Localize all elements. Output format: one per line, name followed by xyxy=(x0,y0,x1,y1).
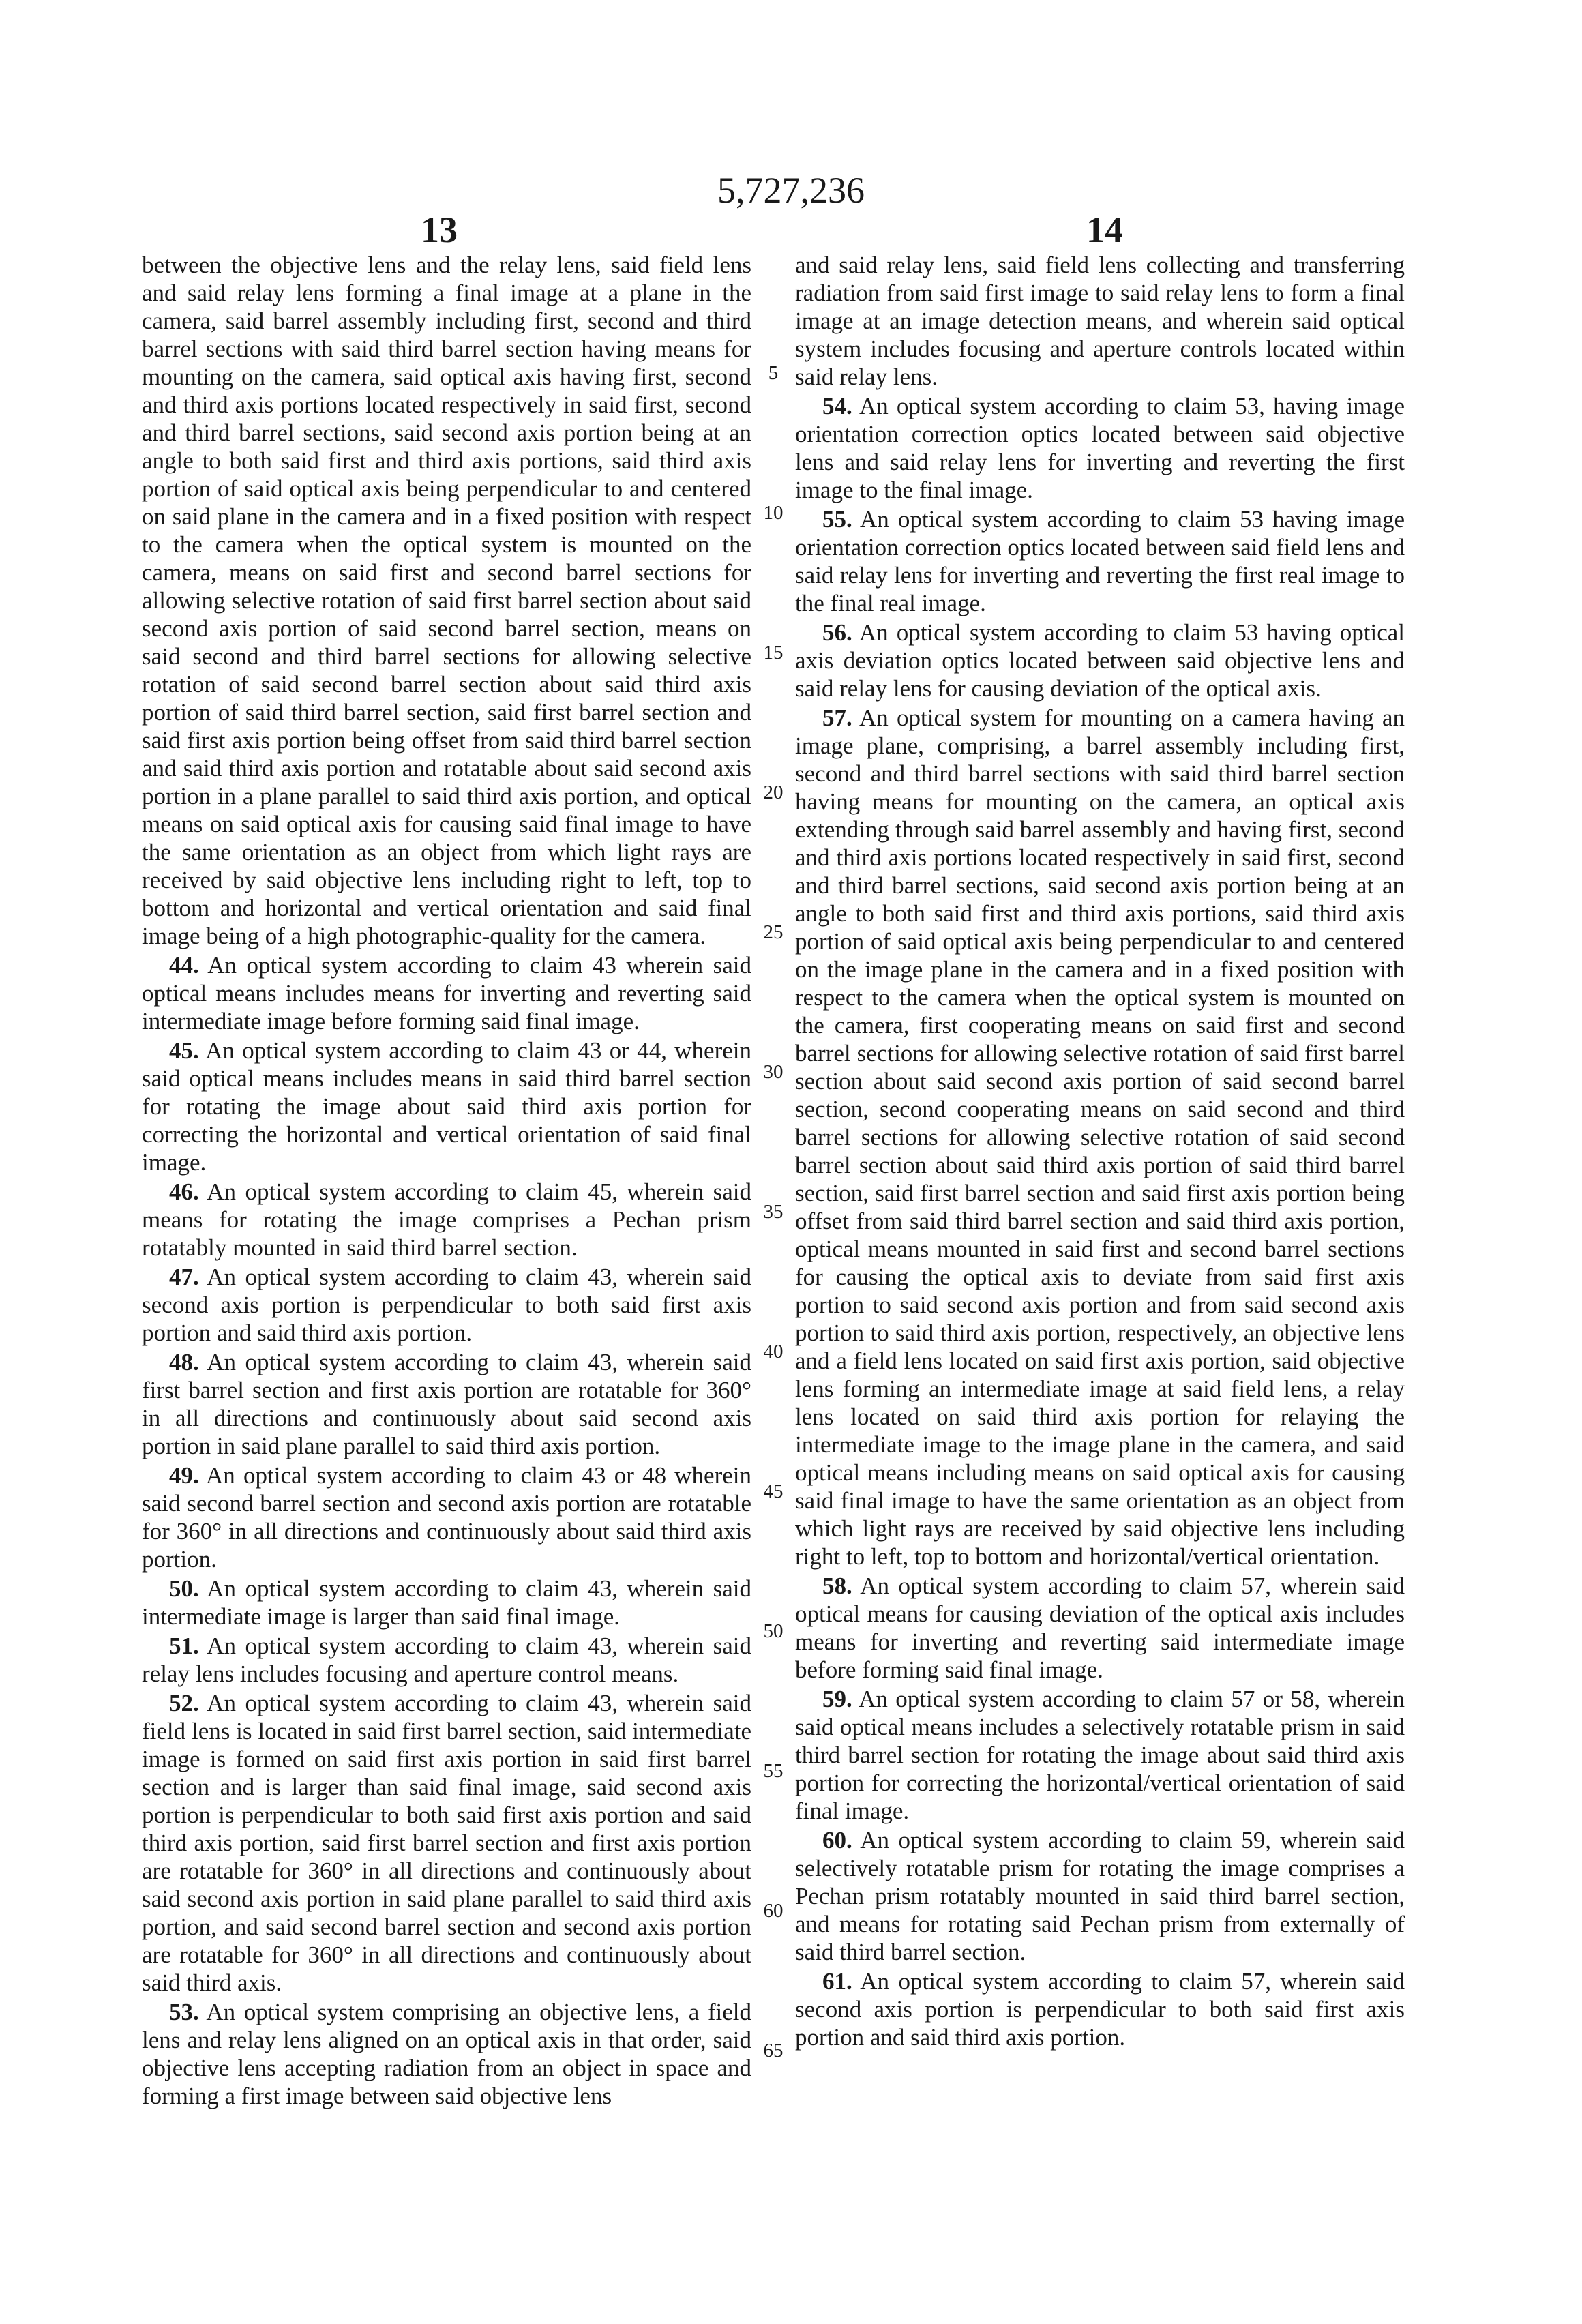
claim-47 xyxy=(142,1263,751,1347)
claim-number: 51. xyxy=(169,1633,199,1659)
line-number: 65 xyxy=(763,2040,783,2061)
claim-text: An optical system according to claim 43 or 48 wherein said second barrel section and second axis portion are rotatable for 360° in all directions and continuously about said third axis portion. xyxy=(142,1462,751,1573)
claim-number: 60. xyxy=(822,1827,852,1853)
line-number: 5 xyxy=(768,362,779,384)
line-number: 35 xyxy=(763,1201,783,1223)
line-number: 10 xyxy=(763,502,783,524)
claim-text: An optical system according to claim 57, wherein said optical means for causing deviation of the optical axis includes means for inverting and reverting said intermediate image before forming said final image. xyxy=(795,1573,1405,1683)
claim-number: 53. xyxy=(169,1999,199,2025)
claim-50 xyxy=(142,1575,751,1630)
claim-text: An optical system for mounting on a camera having an image plane, comprising, a barrel assembly including first, second and third barrel sections with said third barrel section having means for mounting on the camera, an optical axis extending through said barrel assembly and having first, second and third axis portions located respectively in said first, second and third barrel sections, said second axis portion being at an angle to both said first and third axis portions, said third axis portion of said optical axis being perpendicular to and centered on the image plane in the camera and in a fixed position with respect to the camera when the optical system is mounted on the camera, first cooperating means on said first and second barrel sections for allowing selective rotation of said first barrel section about said second axis portion of said second barrel section, second cooperating means on said second and third barrel sections for allowing selective rotation of said second barrel section about said third axis portion of said third barrel section, said first barrel section and said first axis portion being offset from said third barrel section and said third axis portion, optical means mounted in said first and second barrel sections for causing the optical axis to deviate from said first axis portion to said second axis portion and from said second axis portion to said third axis portion, respectively, an objective lens and a field lens located on said first axis portion, said objective lens forming an intermediate image at said field lens, a relay lens located on said third axis portion for relaying the intermediate image to the image plane in the camera, and said optical means including means on said optical axis for causing said final image to have the same orientation as an object from which light rays are received by said objective lens including right to left, top to bottom and horizontal/vertical orientation. xyxy=(795,704,1405,1570)
claim-number: 49. xyxy=(169,1462,199,1489)
claim-continuation xyxy=(795,251,1405,391)
claim-text: An optical system according to claim 53 having image orientation correction optics located between said field lens and said relay lens for inverting and reverting the first real image to the final real image. xyxy=(795,506,1405,616)
line-number: 20 xyxy=(763,781,783,803)
claim-44 xyxy=(142,951,751,1035)
claim-number: 58. xyxy=(822,1573,852,1599)
claim-56 xyxy=(795,619,1405,702)
line-number: 45 xyxy=(763,1480,783,1502)
claim-number: 61. xyxy=(822,1968,852,1995)
claim-52 xyxy=(142,1689,751,1997)
claim-text: An optical system according to claim 43, wherein said first barrel section and first axis portion are rotatable for 360° in all directions and continuously about said second axis portion in said plane parallel to said third axis portion. xyxy=(142,1349,751,1459)
claim-number: 52. xyxy=(169,1690,199,1716)
claim-continuation xyxy=(142,251,751,950)
claim-number: 47. xyxy=(169,1264,199,1290)
claim-text: between the objective lens and the relay lens, said field lens and said relay lens forming a final image at a plane in the camera, said barrel assembly including first, second and third barrel sections with said third barrel section having means for mounting on the camera, said optical axis having first, second and third axis portions located respectively in said first, second and third barrel sections, said second axis portion being at an angle to both said first and third axis portions, said third axis portion of said optical axis being perpendicular to and centered on said plane in the camera and in a fixed position with respect to the camera when the optical system is mounted on the camera, means on said first and second barrel sections for allowing selective rotation of said first barrel section about said second axis portion of said second barrel section, means on said second and third barrel sections for allowing selective rotation of said second barrel section about said third axis portion of said third barrel section, said first barrel section and said first axis portion being offset from said third barrel section and said third axis portion and rotatable about said second axis portion in a plane parallel to said third axis portion, and optical means on said optical axis for causing said final image to have the same orientation as an object from which light rays are received by said objective lens including right to left, top to bottom and horizontal and vertical orientation and said final image being of a high photographic-quality for the camera. xyxy=(142,252,751,949)
claim-45 xyxy=(142,1037,751,1176)
line-number: 50 xyxy=(763,1620,783,1642)
claim-text: An optical system according to claim 57 or 58, wherein said optical means includes a selectively rotatable prism in said third barrel section for rotating the image about said third axis portion for correcting the horizontal/vertical orientation of said final image. xyxy=(795,1686,1405,1824)
line-number: 60 xyxy=(763,1900,783,1922)
claim-text: An optical system according to claim 59, wherein said selectively rotatable prism for rotating the image comprises a Pechan prism rotatably mounted in said third barrel section, and means for rotating said Pechan prism from externally of said third barrel section. xyxy=(795,1827,1405,1965)
claim-text: An optical system according to claim 43, wherein said intermediate image is larger than said final image. xyxy=(142,1575,751,1630)
claim-text: An optical system according to claim 43 wherein said optical means includes means for inverting and reverting said intermediate image before forming said final image. xyxy=(142,952,751,1034)
claim-text: An optical system according to claim 43, wherein said relay lens includes focusing and aperture control means. xyxy=(142,1633,751,1687)
claim-text: An optical system according to claim 53 having optical axis deviation optics located between said objective lens and said relay lens for causing deviation of the optical axis. xyxy=(795,619,1405,702)
claim-number: 54. xyxy=(822,393,852,419)
claim-61 xyxy=(795,1967,1405,2051)
claim-text: and said relay lens, said field lens collecting and transferring radiation from said first image to said relay lens to form a final image at an image detection means, and wherein said optical system includes focusing and aperture controls located within said relay lens. xyxy=(795,252,1405,390)
claim-text: An optical system according to claim 43, wherein said field lens is located in said first barrel section, said intermediate image is formed on said first axis portion in said first barrel section and is larger than said final image, said second axis portion is perpendicular to both said first axis portion and said third axis portion, said first barrel section and first axis portion are rotatable for 360° in all directions and continuously about said second axis portion in said plane parallel to said third axis portion, and said second barrel section and second axis portion are rotatable for 360° in all directions and continuously about said third axis. xyxy=(142,1690,751,1996)
line-number: 15 xyxy=(763,642,783,664)
patent-number: 5,727,236 xyxy=(717,170,865,211)
claim-text: An optical system according to claim 53, having image orientation correction optics located between said objective lens and said relay lens for inverting and reverting the first image to the final image. xyxy=(795,393,1405,503)
claim-number: 46. xyxy=(169,1178,199,1205)
claim-text: An optical system according to claim 43, wherein said second axis portion is perpendicular to both said first axis portion and said third axis portion. xyxy=(142,1264,751,1346)
claim-54 xyxy=(795,392,1405,504)
claim-55 xyxy=(795,505,1405,617)
claim-number: 55. xyxy=(822,506,852,533)
line-number: 25 xyxy=(763,921,783,943)
claim-58 xyxy=(795,1572,1405,1684)
claim-number: 44. xyxy=(169,952,199,979)
column-number-right: 14 xyxy=(1086,209,1123,250)
claim-number: 59. xyxy=(822,1686,852,1712)
claim-46 xyxy=(142,1178,751,1262)
claim-49 xyxy=(142,1461,751,1573)
claim-text: An optical system according to claim 57, wherein said second axis portion is perpendicular to both said first axis portion and said third axis portion. xyxy=(795,1968,1405,2051)
claim-57 xyxy=(795,704,1405,1570)
left-column xyxy=(142,251,751,2110)
claim-text: An optical system comprising an objective lens, a field lens and relay lens aligned on an optical axis in that order, said objective lens accepting radiation from an object in space and forming a first image between said objective lens xyxy=(142,1999,751,2109)
claim-51 xyxy=(142,1632,751,1688)
claim-text: An optical system according to claim 43 or 44, wherein said optical means includes means in said third barrel section for rotating the image about said third axis portion for correcting the horizontal and vertical orientation of said final image. xyxy=(142,1037,751,1176)
claim-53 xyxy=(142,1998,751,2110)
claim-48 xyxy=(142,1348,751,1460)
column-number-left: 13 xyxy=(421,209,458,250)
claim-60 xyxy=(795,1826,1405,1966)
line-number: 40 xyxy=(763,1341,783,1362)
line-number: 55 xyxy=(763,1760,783,1782)
line-number: 30 xyxy=(763,1061,783,1083)
claim-number: 50. xyxy=(169,1575,199,1602)
claim-number: 56. xyxy=(822,619,852,646)
right-column xyxy=(795,251,1405,2051)
claim-number: 45. xyxy=(169,1037,199,1064)
claim-59 xyxy=(795,1685,1405,1825)
claim-number: 48. xyxy=(169,1349,199,1375)
claim-text: An optical system according to claim 45, wherein said means for rotating the image comprises a Pechan prism rotatably mounted in said third barrel section. xyxy=(142,1178,751,1261)
claim-number: 57. xyxy=(822,704,852,731)
